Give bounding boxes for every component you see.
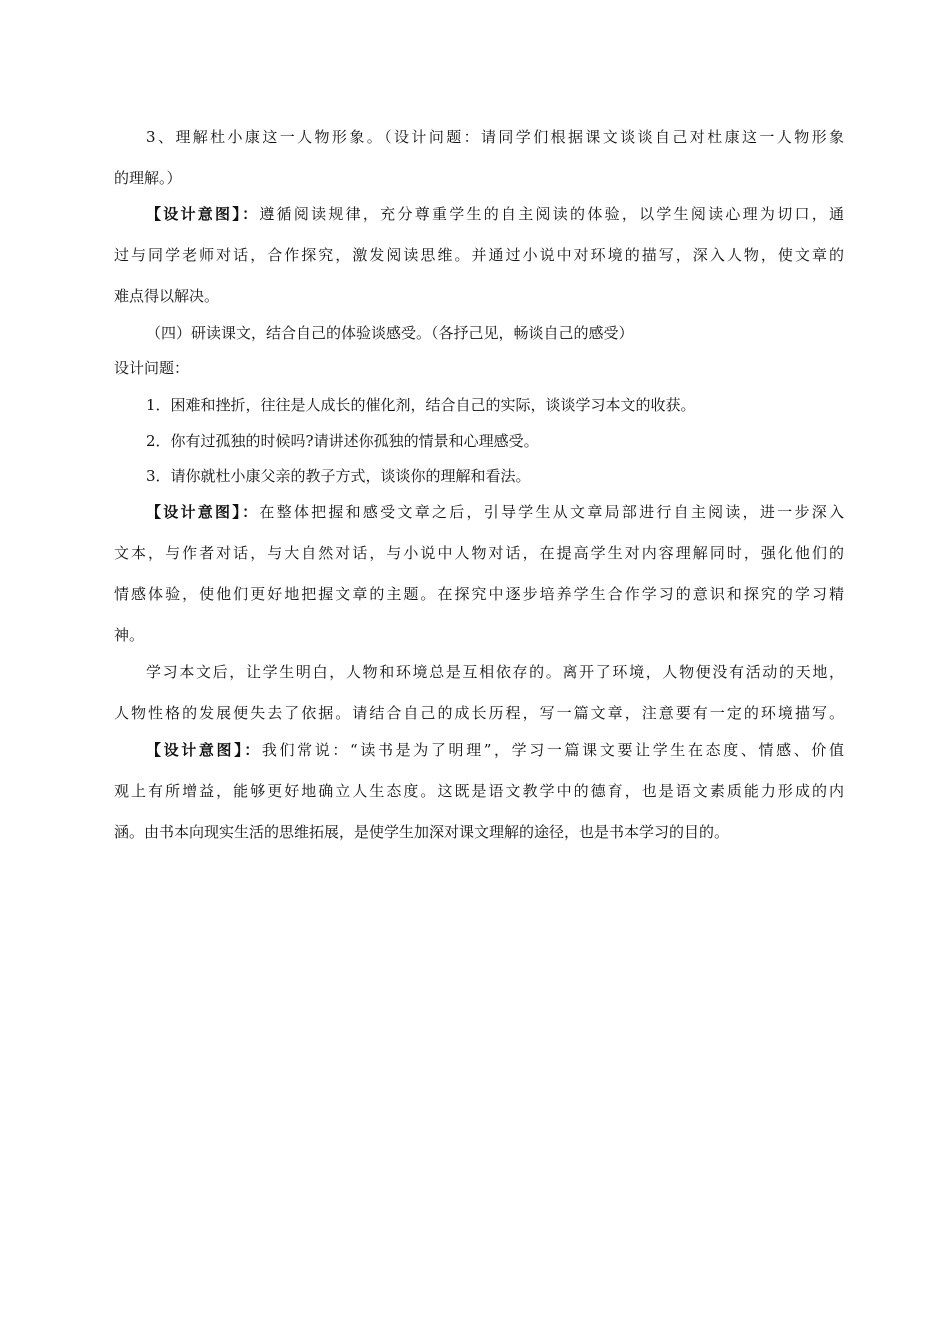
question-1: 1．困难和挫折，往往是人成长的催化剂，结合自己的实际，谈谈学习本文的收获。 [146, 396, 696, 414]
design-intent-3-line-3: 涵。由书本向现实生活的思维拓展，是使学生加深对课文理解的途径，也是书本学习的目的。 [114, 823, 730, 841]
design-intent-3-line-1 [146, 740, 844, 760]
section3-line-1: 3、理解杜小康这一人物形象。（设计问题：请同学们根据课文谈谈自己对杜康这一人物形象 [146, 128, 844, 146]
question-3: 3．请你就杜小康父亲的教子方式，谈谈你的理解和看法。 [146, 467, 531, 485]
design-intent-2-text: 在整体把握和感受文章之后，引导学生从文章局部进行自主阅读，进一步深入 [259, 503, 844, 521]
design-intent-1-line-3: 难点得以解决。 [114, 287, 220, 305]
design-intent-1-line-2: 过与同学老师对话，合作探究，激发阅读思维。并通过小说中对环境的描写，深入人物，使文章的 [114, 246, 844, 264]
design-intent-label: 【设计意图】： [146, 205, 260, 223]
assignment-line-2: 人物性格的发展便失去了依据。请结合自己的成长历程，写一篇文章，注意要有一定的环境描写。 [114, 704, 844, 722]
design-intent-2-line-1 [146, 502, 844, 522]
design-intent-label: 【设计意图】： [146, 503, 260, 521]
question-2: 2．你有过孤独的时候吗?请讲述你孤独的情景和心理感受。 [146, 432, 539, 450]
design-intent-1-text: 遵循阅读规律，充分尊重学生的自主阅读的体验，以学生阅读心理为切口，通 [259, 205, 844, 223]
section4-heading: （四）研读课文，结合自己的体验谈感受。（各抒己见，畅谈自己的感受） [146, 324, 634, 342]
design-intent-2-line-4: 神。 [114, 626, 145, 644]
design-intent-3-line-2: 观上有所增益，能够更好地确立人生态度。这既是语文教学中的德育，也是语文素质能力形成的内 [114, 782, 844, 800]
design-intent-2-line-2: 文本，与作者对话，与大自然对话，与小说中人物对话，在提高学生对内容理解同时，强化他们的 [114, 544, 844, 562]
design-intent-1-line-1 [146, 204, 844, 224]
design-questions-label: 设计问题： [114, 359, 190, 377]
design-intent-2-line-3: 情感体验，使他们更好地把握文章的主题。在探究中逐步培养学生合作学习的意识和探究的学习精 [114, 585, 844, 603]
design-intent-label: 【设计意图】： [146, 741, 262, 759]
assignment-line-1: 学习本文后，让学生明白，人物和环境总是互相依存的。离开了环境，人物便没有活动的天地， [146, 663, 844, 681]
design-intent-3-text: 我们常说：“读书是为了明理”，学习一篇课文要让学生在态度、情感、价值 [261, 741, 844, 759]
section3-line-2: 的理解。） [114, 169, 182, 187]
